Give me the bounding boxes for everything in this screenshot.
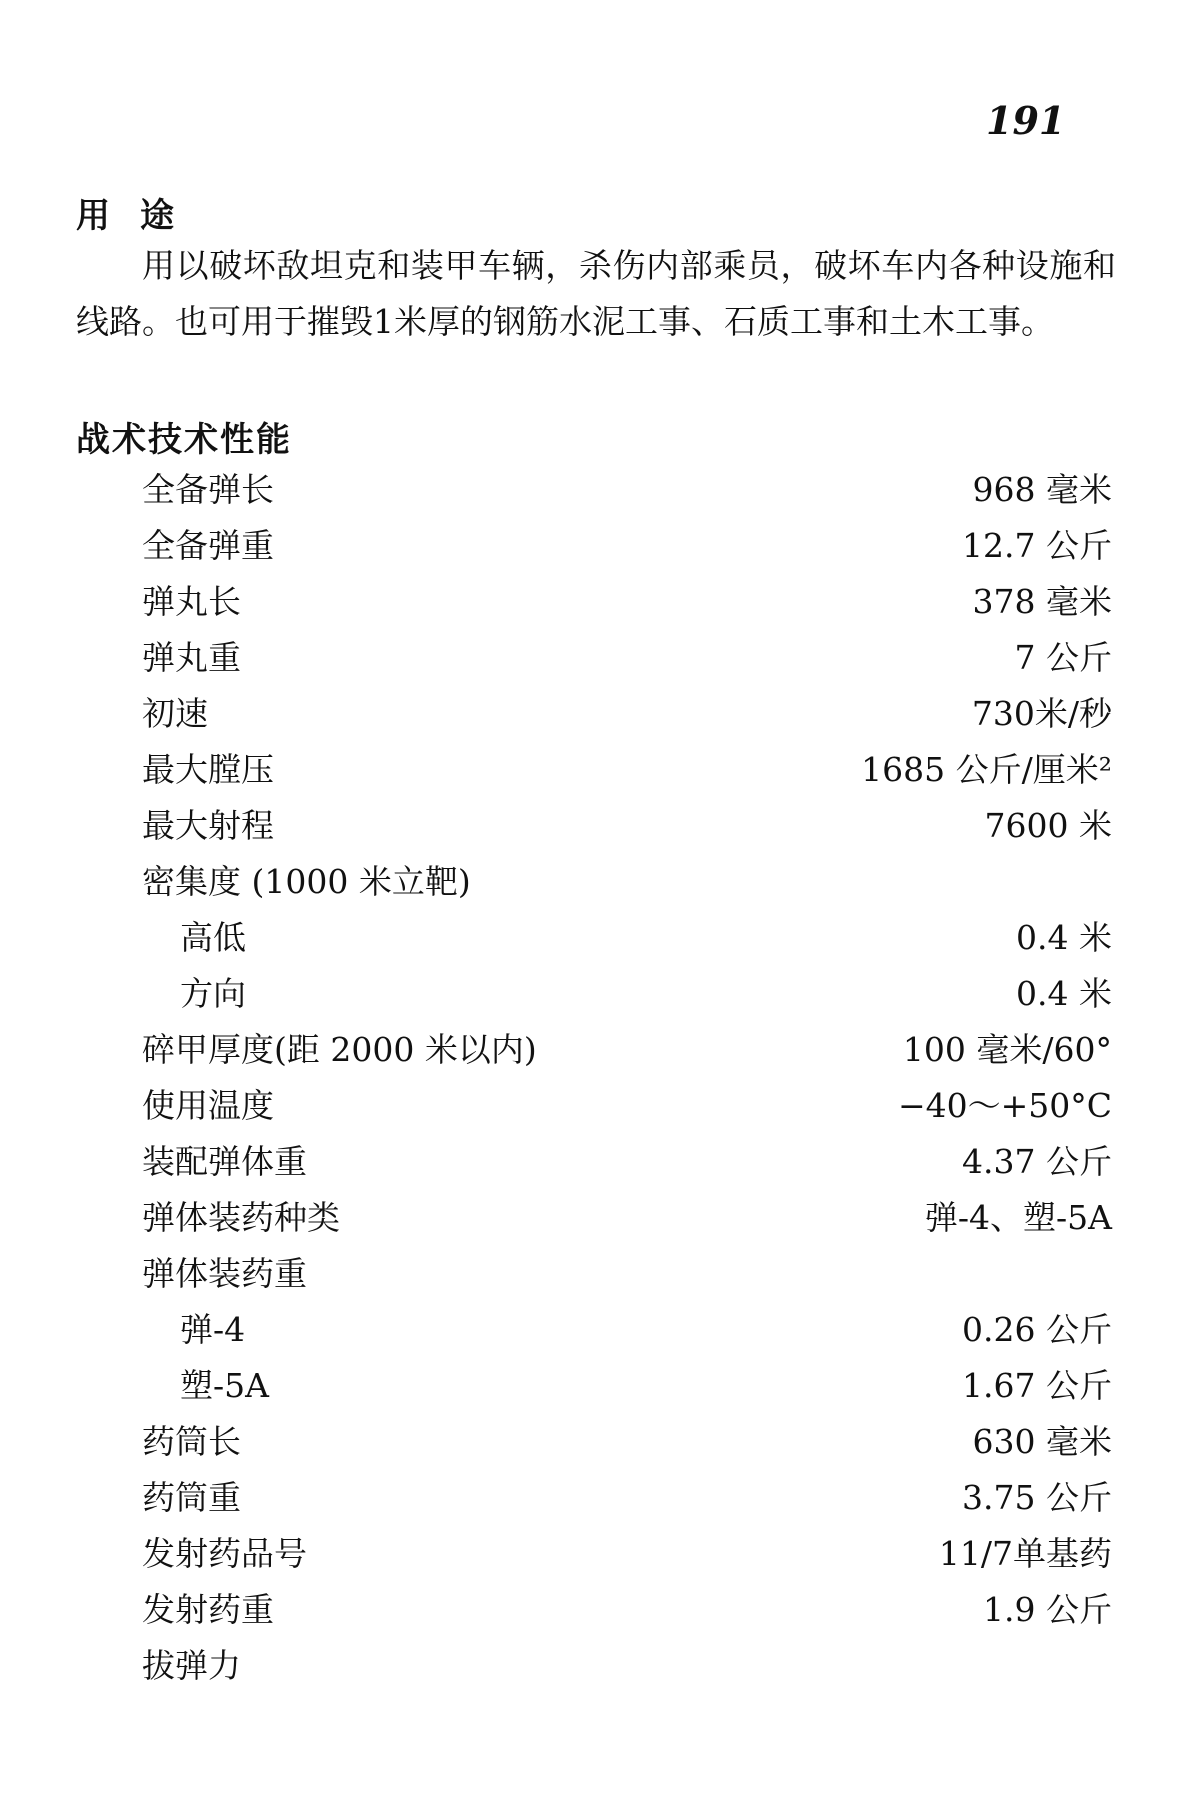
spec-list — [142, 462, 1112, 1694]
spec-row-propellant-weight — [142, 1582, 1112, 1638]
spec-row-muzzle-velocity — [142, 686, 1112, 742]
spec-row-assembled-body-weight — [142, 1134, 1112, 1190]
specs-heading: 战术技术性能 — [76, 420, 292, 460]
spec-row-armor-penetration — [142, 1022, 1112, 1078]
spec-row-dispersion — [142, 854, 1112, 910]
spec-label: 最大射程 — [142, 806, 274, 845]
spec-row-charge-weight — [142, 1246, 1112, 1302]
spec-label: 使用温度 — [142, 1086, 274, 1125]
spec-row-propellant-grade — [142, 1526, 1112, 1582]
spec-row-max-range — [142, 798, 1112, 854]
spec-label: 高低 — [180, 918, 246, 957]
spec-label: 密集度 (1000 米立靶) — [142, 862, 471, 901]
spec-label: 药筒重 — [142, 1478, 241, 1517]
spec-label: 初速 — [142, 694, 208, 733]
spec-value: 378 毫米 — [972, 582, 1112, 621]
spec-value: 0.4 米 — [1016, 974, 1112, 1013]
page-number: 191 — [986, 98, 1066, 143]
spec-label: 方向 — [180, 974, 246, 1013]
spec-row-cartridge-case-length — [142, 1414, 1112, 1470]
spec-value: 11/7单基药 — [938, 1534, 1112, 1573]
spec-value: 弹-4、塑-5A — [924, 1198, 1112, 1237]
spec-row-max-chamber-pressure — [142, 742, 1112, 798]
spec-label: 弹体装药种类 — [142, 1198, 340, 1237]
spec-label: 弹丸长 — [142, 582, 241, 621]
spec-row-projectile-weight — [142, 630, 1112, 686]
spec-row-cartridge-case-weight — [142, 1470, 1112, 1526]
spec-value: 0.26 公斤 — [962, 1310, 1112, 1349]
spec-value: 1685 公斤/厘米² — [861, 750, 1112, 789]
spec-row-charge-weight-su5a — [142, 1358, 1112, 1414]
spec-row-projectile-length — [142, 574, 1112, 630]
spec-value: 968 毫米 — [972, 470, 1112, 509]
spec-value: 7 公斤 — [1014, 638, 1112, 677]
spec-value: 0.4 米 — [1016, 918, 1112, 957]
spec-value: 730米/秒 — [971, 694, 1112, 733]
spec-value: −40～+50°C — [897, 1086, 1112, 1125]
spec-row-charge-weight-dan4 — [142, 1302, 1112, 1358]
spec-value: 12.7 公斤 — [962, 526, 1112, 565]
spec-label: 装配弹体重 — [142, 1142, 307, 1181]
spec-label: 全备弹长 — [142, 470, 274, 509]
spec-value: 100 毫米/60° — [902, 1030, 1112, 1069]
spec-value: 630 毫米 — [972, 1422, 1112, 1461]
spec-label: 弹丸重 — [142, 638, 241, 677]
spec-row-total-length — [142, 462, 1112, 518]
spec-row-dispersion-horizontal — [142, 966, 1112, 1022]
spec-label: 弹体装药重 — [142, 1254, 307, 1293]
spec-label: 拔弹力 — [142, 1646, 241, 1685]
spec-value: 1.67 公斤 — [962, 1366, 1112, 1405]
spec-value: 4.37 公斤 — [962, 1142, 1112, 1181]
spec-label: 发射药品号 — [142, 1534, 307, 1573]
spec-label: 塑-5A — [180, 1366, 269, 1405]
spec-row-extraction-force — [142, 1638, 1112, 1694]
spec-label: 碎甲厚度(距 2000 米以内) — [142, 1030, 537, 1069]
spec-row-total-weight — [142, 518, 1112, 574]
spec-label: 最大膛压 — [142, 750, 274, 789]
spec-value: 1.9 公斤 — [983, 1590, 1112, 1629]
purpose-heading: 用途 — [76, 196, 204, 236]
spec-value: 3.75 公斤 — [962, 1478, 1112, 1517]
spec-label: 弹-4 — [180, 1310, 246, 1349]
spec-label: 发射药重 — [142, 1590, 274, 1629]
spec-value: 7600 米 — [984, 806, 1112, 845]
spec-row-charge-type — [142, 1190, 1112, 1246]
purpose-paragraph: 用以破坏敌坦克和装甲车辆，杀伤内部乘员，破坏车内各种设施和线路。也可用于摧毁1米厚的钢筋水泥工事、石质工事和土木工事。 — [76, 246, 1116, 341]
spec-row-dispersion-vertical — [142, 910, 1112, 966]
spec-label: 全备弹重 — [142, 526, 274, 565]
spec-label: 药筒长 — [142, 1422, 241, 1461]
spec-row-operating-temperature — [142, 1078, 1112, 1134]
